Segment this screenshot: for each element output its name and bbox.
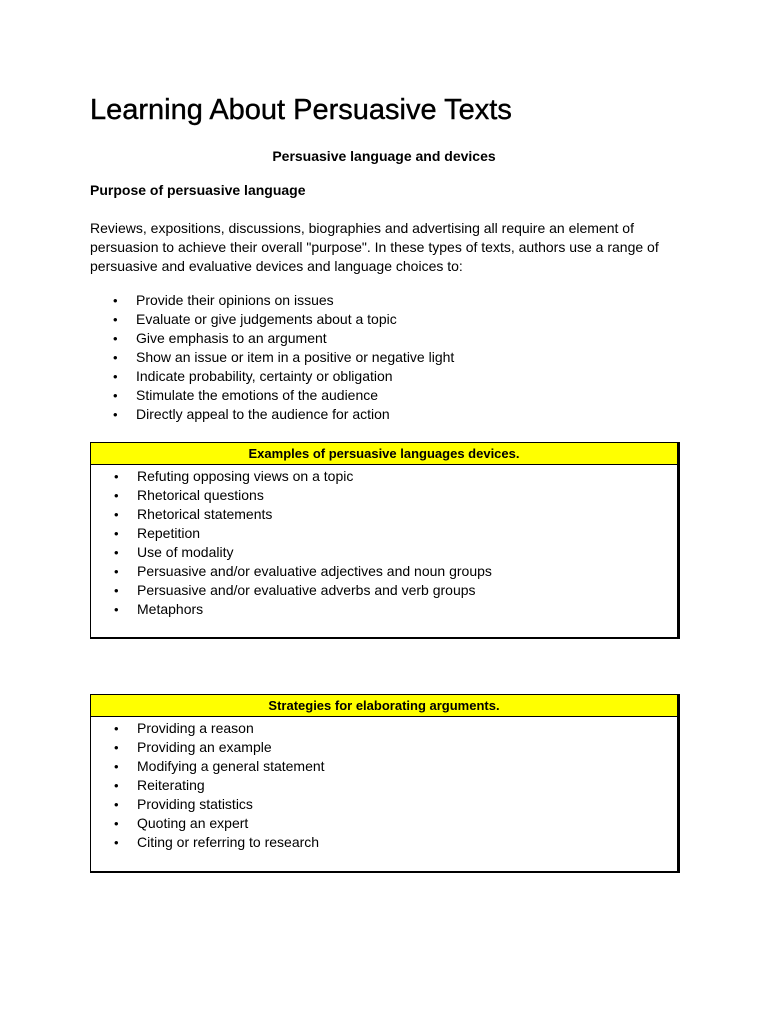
list-item: • Refuting opposing views on a topic	[91, 467, 677, 486]
list-item: • Quoting an expert	[91, 814, 677, 833]
list-item: • Modifying a general statement	[91, 757, 677, 776]
list-item: • Providing an example	[91, 738, 677, 757]
list-item: • Indicate probability, certainty or obligation	[90, 367, 680, 386]
purpose-list	[90, 291, 680, 424]
list-item: • Provide their opinions on issues	[90, 291, 680, 310]
page-title: Learning About Persuasive Texts	[90, 94, 512, 126]
page-subtitle: Persuasive language and devices	[272, 148, 496, 164]
list-item: • Repetition	[91, 524, 677, 543]
strategies-box	[90, 694, 680, 873]
list-item: • Use of modality	[91, 543, 677, 562]
list-item: • Metaphors	[91, 600, 677, 619]
strategies-list	[91, 717, 677, 852]
devices-box-header: Examples of persuasive languages devices.	[91, 443, 677, 465]
list-item: • Reiterating	[91, 776, 677, 795]
list-item: • Show an issue or item in a positive or negative light	[90, 348, 680, 367]
list-item: • Providing statistics	[91, 795, 677, 814]
list-item: • Directly appeal to the audience for action	[90, 405, 680, 424]
list-item: • Citing or referring to research	[91, 833, 677, 852]
list-item: • Persuasive and/or evaluative adverbs and verb groups	[91, 581, 677, 600]
devices-box	[90, 442, 680, 639]
list-item: • Rhetorical statements	[91, 505, 677, 524]
list-item: • Rhetorical questions	[91, 486, 677, 505]
section-heading-purpose: Purpose of persuasive language	[90, 182, 306, 198]
devices-list	[91, 465, 677, 619]
intro-paragraph: Reviews, expositions, discussions, biographies and advertising all require an element of persuasion to achieve their overall "purpose". In these types of texts, authors use a range of persuasive and evaluative devices and language choices to:	[90, 220, 659, 274]
strategies-box-header: Strategies for elaborating arguments.	[91, 695, 677, 717]
list-item: • Give emphasis to an argument	[90, 329, 680, 348]
list-item: • Persuasive and/or evaluative adjectives and noun groups	[91, 562, 677, 581]
list-item: • Stimulate the emotions of the audience	[90, 386, 680, 405]
list-item: • Evaluate or give judgements about a topic	[90, 310, 680, 329]
list-item: • Providing a reason	[91, 719, 677, 738]
